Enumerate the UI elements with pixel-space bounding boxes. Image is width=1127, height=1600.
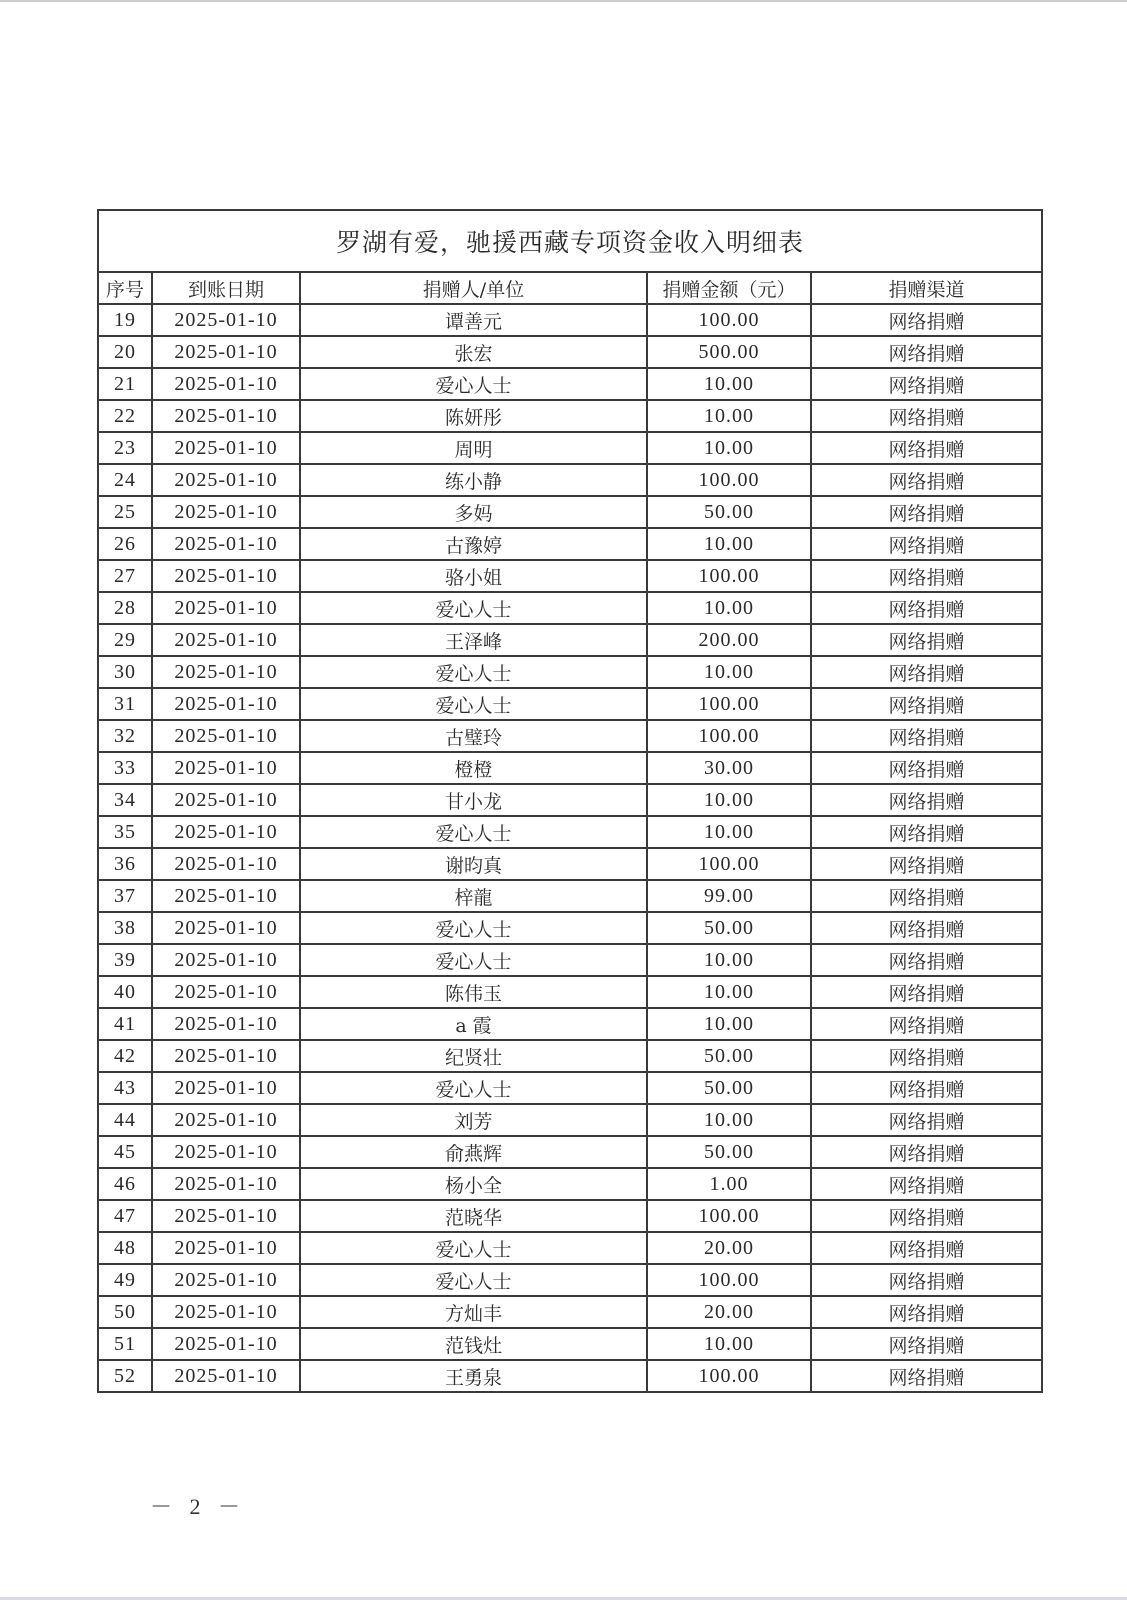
cell-index: 22 — [98, 400, 152, 432]
cell-donor: 方灿丰 — [300, 1296, 647, 1328]
cell-donor: 俞燕辉 — [300, 1136, 647, 1168]
cell-donor: 爱心人士 — [300, 912, 647, 944]
cell-index: 21 — [98, 368, 152, 400]
cell-amount: 10.00 — [647, 1328, 811, 1360]
cell-donor: 甘小龙 — [300, 784, 647, 816]
table-row — [98, 592, 1042, 624]
cell-index: 45 — [98, 1136, 152, 1168]
cell-amount: 50.00 — [647, 1040, 811, 1072]
cell-donor: 爱心人士 — [300, 1232, 647, 1264]
donation-table — [97, 209, 1043, 1393]
cell-date: 2025-01-10 — [152, 1168, 300, 1200]
cell-amount: 100.00 — [647, 720, 811, 752]
cell-channel: 网络捐赠 — [811, 976, 1042, 1008]
header-amount: 捐赠金额（元） — [647, 272, 811, 304]
cell-donor: 古璧玲 — [300, 720, 647, 752]
cell-channel: 网络捐赠 — [811, 496, 1042, 528]
cell-donor: 练小静 — [300, 464, 647, 496]
cell-date: 2025-01-10 — [152, 848, 300, 880]
cell-channel: 网络捐赠 — [811, 816, 1042, 848]
cell-donor: 爱心人士 — [300, 944, 647, 976]
cell-channel: 网络捐赠 — [811, 1008, 1042, 1040]
cell-index: 51 — [98, 1328, 152, 1360]
cell-amount: 500.00 — [647, 336, 811, 368]
cell-channel: 网络捐赠 — [811, 1136, 1042, 1168]
cell-date: 2025-01-10 — [152, 304, 300, 336]
table-row — [98, 816, 1042, 848]
cell-channel: 网络捐赠 — [811, 1104, 1042, 1136]
cell-donor: 周明 — [300, 432, 647, 464]
cell-channel: 网络捐赠 — [811, 400, 1042, 432]
cell-donor: 陈妍彤 — [300, 400, 647, 432]
cell-amount: 100.00 — [647, 1360, 811, 1392]
cell-channel: 网络捐赠 — [811, 528, 1042, 560]
cell-channel: 网络捐赠 — [811, 880, 1042, 912]
table-header-row — [98, 272, 1042, 304]
cell-date: 2025-01-10 — [152, 816, 300, 848]
cell-index: 37 — [98, 880, 152, 912]
cell-index: 30 — [98, 656, 152, 688]
table-row — [98, 1104, 1042, 1136]
table-row — [98, 784, 1042, 816]
table-row — [98, 1296, 1042, 1328]
cell-index: 47 — [98, 1200, 152, 1232]
cell-channel: 网络捐赠 — [811, 560, 1042, 592]
cell-date: 2025-01-10 — [152, 528, 300, 560]
cell-channel: 网络捐赠 — [811, 592, 1042, 624]
cell-donor: 陈伟玉 — [300, 976, 647, 1008]
cell-donor: 谭善元 — [300, 304, 647, 336]
cell-channel: 网络捐赠 — [811, 368, 1042, 400]
cell-date: 2025-01-10 — [152, 1264, 300, 1296]
cell-amount: 200.00 — [647, 624, 811, 656]
cell-donor: 梓龍 — [300, 880, 647, 912]
cell-date: 2025-01-10 — [152, 1296, 300, 1328]
cell-donor: 爱心人士 — [300, 1072, 647, 1104]
cell-donor: 古豫婷 — [300, 528, 647, 560]
cell-channel: 网络捐赠 — [811, 912, 1042, 944]
table-row — [98, 528, 1042, 560]
cell-donor: 张宏 — [300, 336, 647, 368]
cell-date: 2025-01-10 — [152, 1040, 300, 1072]
cell-date: 2025-01-10 — [152, 752, 300, 784]
cell-amount: 20.00 — [647, 1232, 811, 1264]
cell-donor: a 霞 — [300, 1008, 647, 1040]
header-date: 到账日期 — [152, 272, 300, 304]
cell-index: 36 — [98, 848, 152, 880]
cell-index: 52 — [98, 1360, 152, 1392]
cell-index: 39 — [98, 944, 152, 976]
cell-amount: 10.00 — [647, 528, 811, 560]
cell-date: 2025-01-10 — [152, 656, 300, 688]
cell-donor: 爱心人士 — [300, 816, 647, 848]
cell-donor: 橙橙 — [300, 752, 647, 784]
cell-date: 2025-01-10 — [152, 432, 300, 464]
cell-date: 2025-01-10 — [152, 1008, 300, 1040]
cell-date: 2025-01-10 — [152, 1328, 300, 1360]
cell-date: 2025-01-10 — [152, 1360, 300, 1392]
cell-channel: 网络捐赠 — [811, 784, 1042, 816]
table-row — [98, 624, 1042, 656]
cell-channel: 网络捐赠 — [811, 624, 1042, 656]
table-row — [98, 432, 1042, 464]
table-row — [98, 944, 1042, 976]
cell-channel: 网络捐赠 — [811, 720, 1042, 752]
table-title: 罗湖有爱，驰援西藏专项资金收入明细表 — [98, 210, 1042, 272]
cell-amount: 30.00 — [647, 752, 811, 784]
table-row — [98, 1136, 1042, 1168]
cell-channel: 网络捐赠 — [811, 656, 1042, 688]
cell-channel: 网络捐赠 — [811, 1200, 1042, 1232]
cell-amount: 10.00 — [647, 592, 811, 624]
cell-date: 2025-01-10 — [152, 912, 300, 944]
cell-index: 49 — [98, 1264, 152, 1296]
table-row — [98, 464, 1042, 496]
cell-amount: 100.00 — [647, 560, 811, 592]
cell-donor: 王泽峰 — [300, 624, 647, 656]
header-index: 序号 — [98, 272, 152, 304]
cell-index: 40 — [98, 976, 152, 1008]
cell-amount: 50.00 — [647, 1136, 811, 1168]
cell-index: 50 — [98, 1296, 152, 1328]
table-row — [98, 368, 1042, 400]
cell-index: 19 — [98, 304, 152, 336]
table-row — [98, 976, 1042, 1008]
table-row — [98, 304, 1042, 336]
cell-amount: 100.00 — [647, 464, 811, 496]
cell-channel: 网络捐赠 — [811, 1296, 1042, 1328]
cell-donor: 骆小姐 — [300, 560, 647, 592]
cell-index: 24 — [98, 464, 152, 496]
table-row — [98, 1040, 1042, 1072]
table-row — [98, 560, 1042, 592]
cell-amount: 100.00 — [647, 1264, 811, 1296]
cell-index: 48 — [98, 1232, 152, 1264]
cell-donor: 范晓华 — [300, 1200, 647, 1232]
cell-donor: 范钱灶 — [300, 1328, 647, 1360]
cell-channel: 网络捐赠 — [811, 304, 1042, 336]
cell-index: 46 — [98, 1168, 152, 1200]
cell-amount: 10.00 — [647, 976, 811, 1008]
cell-donor: 爱心人士 — [300, 656, 647, 688]
cell-channel: 网络捐赠 — [811, 688, 1042, 720]
table-row — [98, 1072, 1042, 1104]
cell-date: 2025-01-10 — [152, 1104, 300, 1136]
cell-donor: 爱心人士 — [300, 368, 647, 400]
cell-index: 31 — [98, 688, 152, 720]
cell-index: 20 — [98, 336, 152, 368]
page-top-edge — [0, 0, 1127, 2]
cell-amount: 1.00 — [647, 1168, 811, 1200]
header-donor: 捐赠人/单位 — [300, 272, 647, 304]
cell-donor: 纪贤壮 — [300, 1040, 647, 1072]
cell-channel: 网络捐赠 — [811, 1168, 1042, 1200]
cell-donor: 爱心人士 — [300, 1264, 647, 1296]
table-row — [98, 720, 1042, 752]
cell-donor: 多妈 — [300, 496, 647, 528]
cell-amount: 10.00 — [647, 656, 811, 688]
cell-date: 2025-01-10 — [152, 1200, 300, 1232]
cell-date: 2025-01-10 — [152, 624, 300, 656]
table-row — [98, 656, 1042, 688]
cell-amount: 100.00 — [647, 688, 811, 720]
cell-channel: 网络捐赠 — [811, 1072, 1042, 1104]
cell-donor: 杨小全 — [300, 1168, 647, 1200]
cell-index: 26 — [98, 528, 152, 560]
cell-donor: 爱心人士 — [300, 592, 647, 624]
table-row — [98, 496, 1042, 528]
cell-amount: 10.00 — [647, 784, 811, 816]
cell-date: 2025-01-10 — [152, 560, 300, 592]
cell-channel: 网络捐赠 — [811, 1264, 1042, 1296]
cell-amount: 50.00 — [647, 1072, 811, 1104]
cell-amount: 10.00 — [647, 368, 811, 400]
table-row — [98, 1008, 1042, 1040]
table-row — [98, 880, 1042, 912]
cell-amount: 100.00 — [647, 1200, 811, 1232]
cell-index: 27 — [98, 560, 152, 592]
cell-amount: 10.00 — [647, 1008, 811, 1040]
cell-channel: 网络捐赠 — [811, 1040, 1042, 1072]
table-row — [98, 1328, 1042, 1360]
table-row — [98, 1168, 1042, 1200]
cell-amount: 99.00 — [647, 880, 811, 912]
table-row — [98, 752, 1042, 784]
cell-date: 2025-01-10 — [152, 944, 300, 976]
table-row — [98, 688, 1042, 720]
cell-channel: 网络捐赠 — [811, 1360, 1042, 1392]
page-number: － 2 － — [150, 1494, 247, 1519]
cell-index: 34 — [98, 784, 152, 816]
cell-donor: 王勇泉 — [300, 1360, 647, 1392]
cell-date: 2025-01-10 — [152, 688, 300, 720]
cell-amount: 10.00 — [647, 432, 811, 464]
table-row — [98, 1232, 1042, 1264]
cell-date: 2025-01-10 — [152, 1136, 300, 1168]
cell-date: 2025-01-10 — [152, 976, 300, 1008]
cell-date: 2025-01-10 — [152, 1072, 300, 1104]
cell-amount: 10.00 — [647, 1104, 811, 1136]
cell-channel: 网络捐赠 — [811, 1232, 1042, 1264]
table-row — [98, 336, 1042, 368]
table-row — [98, 1360, 1042, 1392]
table-row — [98, 848, 1042, 880]
cell-date: 2025-01-10 — [152, 880, 300, 912]
table-row — [98, 400, 1042, 432]
table-row — [98, 1200, 1042, 1232]
cell-date: 2025-01-10 — [152, 784, 300, 816]
cell-index: 44 — [98, 1104, 152, 1136]
cell-amount: 10.00 — [647, 400, 811, 432]
cell-donor: 谢昀真 — [300, 848, 647, 880]
cell-channel: 网络捐赠 — [811, 1328, 1042, 1360]
cell-channel: 网络捐赠 — [811, 752, 1042, 784]
cell-date: 2025-01-10 — [152, 496, 300, 528]
cell-amount: 50.00 — [647, 912, 811, 944]
cell-amount: 10.00 — [647, 816, 811, 848]
cell-amount: 50.00 — [647, 496, 811, 528]
cell-date: 2025-01-10 — [152, 464, 300, 496]
cell-index: 25 — [98, 496, 152, 528]
cell-channel: 网络捐赠 — [811, 464, 1042, 496]
cell-index: 23 — [98, 432, 152, 464]
cell-donor: 刘芳 — [300, 1104, 647, 1136]
cell-date: 2025-01-10 — [152, 720, 300, 752]
cell-channel: 网络捐赠 — [811, 944, 1042, 976]
cell-channel: 网络捐赠 — [811, 336, 1042, 368]
cell-index: 33 — [98, 752, 152, 784]
header-channel: 捐赠渠道 — [811, 272, 1042, 304]
cell-date: 2025-01-10 — [152, 1232, 300, 1264]
cell-index: 43 — [98, 1072, 152, 1104]
cell-amount: 100.00 — [647, 304, 811, 336]
cell-date: 2025-01-10 — [152, 336, 300, 368]
cell-channel: 网络捐赠 — [811, 848, 1042, 880]
cell-date: 2025-01-10 — [152, 368, 300, 400]
cell-index: 28 — [98, 592, 152, 624]
table-row — [98, 912, 1042, 944]
cell-amount: 20.00 — [647, 1296, 811, 1328]
cell-index: 41 — [98, 1008, 152, 1040]
table-row — [98, 1264, 1042, 1296]
cell-index: 38 — [98, 912, 152, 944]
cell-date: 2025-01-10 — [152, 400, 300, 432]
cell-index: 29 — [98, 624, 152, 656]
cell-amount: 10.00 — [647, 944, 811, 976]
cell-index: 42 — [98, 1040, 152, 1072]
cell-donor: 爱心人士 — [300, 688, 647, 720]
table-body — [98, 304, 1042, 1392]
cell-channel: 网络捐赠 — [811, 432, 1042, 464]
cell-index: 35 — [98, 816, 152, 848]
cell-date: 2025-01-10 — [152, 592, 300, 624]
cell-index: 32 — [98, 720, 152, 752]
cell-amount: 100.00 — [647, 848, 811, 880]
